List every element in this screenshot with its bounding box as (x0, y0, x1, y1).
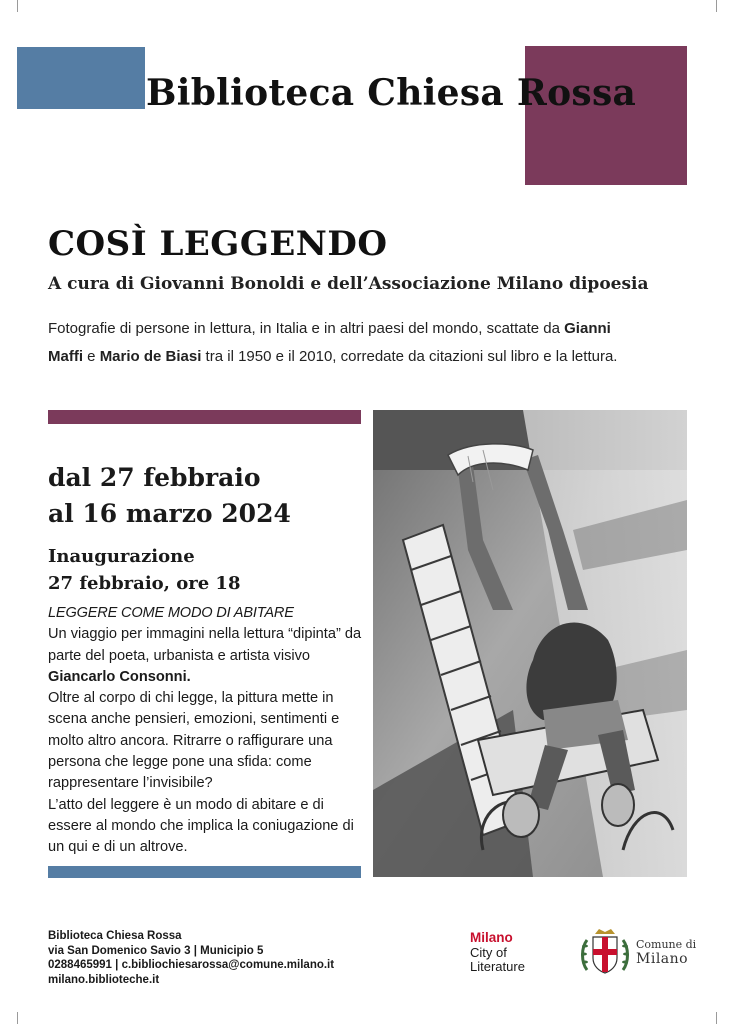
blue-divider-bar (48, 866, 361, 878)
inauguration (48, 543, 240, 597)
crop-mark-top-left (17, 0, 18, 12)
inauguration-label: Inaugurazione (48, 546, 195, 567)
description-paragraph-2: Oltre al corpo di chi legge, la pittura mette in scena anche pensieri, emozioni, sentimenti e molto altro ancora. Ritrarre o raffigurare una persona che legge pone una sfida: come rappresentare l’invisibile? (48, 690, 340, 792)
address-web: milano.biblioteche.it (48, 973, 160, 986)
man-reading-on-bench-photo (373, 410, 687, 877)
library-name (146, 72, 636, 114)
crop-mark-bottom-right (716, 1012, 717, 1024)
description-paragraph-1 (48, 624, 368, 688)
mcl-line-1: Milano (470, 930, 513, 945)
plum-divider-bar (48, 410, 361, 424)
event-title: COSÌ LEGGENDO (48, 224, 388, 264)
comune-di-milano-wordmark (636, 938, 696, 966)
intro-and: e (83, 348, 100, 365)
comune-di-milano-crest-icon (579, 926, 631, 978)
event-dates (48, 460, 291, 532)
blue-accent-block (17, 47, 145, 109)
event-intro (48, 315, 648, 371)
crop-mark-bottom-left (17, 1012, 18, 1024)
event-curator: A cura di Giovanni Bonoldi e dell’Associazione Milano dipoesia (48, 274, 649, 294)
plum-accent-block (525, 46, 687, 185)
address-contact: 0288465991 | c.bibliochiesarossa@comune.milano.it (48, 959, 335, 971)
photographer-2: Mario de Biasi (99, 348, 202, 365)
event-description (48, 603, 368, 859)
description-paragraph-3: L’atto del leggere è un modo di abitare e di essere al mondo che implica la coniugazione di un qui e di un altrove. (48, 796, 354, 856)
milano-city-of-literature-logo (470, 931, 525, 975)
photographer-1: Gianni Maffi (48, 320, 611, 365)
mcl-line-3: Literature (470, 959, 525, 974)
section-title: LEGGERE COME MODO DI ABITARE (48, 605, 294, 621)
inauguration-date: 27 febbraio, ore 18 (48, 573, 241, 594)
intro-text-2: tra il 1950 e il 2010, corredate da citazioni sul libro e la lettura. (201, 348, 618, 365)
crop-mark-top-right (716, 0, 717, 12)
comune-line-1: Comune di (636, 938, 697, 951)
date-line-1: dal 27 febbraio (48, 463, 261, 492)
description-text-1: Un viaggio per immagini nella lettura “dipinta” da parte del poeta, urbanista e artista visivo (48, 626, 362, 664)
intro-text-1: Fotografie di persone in lettura, in Italia e in altri paesi del mondo, scattate da (48, 320, 565, 337)
comune-line-2: Milano (636, 951, 689, 967)
address-name: Biblioteca Chiesa Rossa (48, 930, 182, 942)
address-street: via San Domenico Savio 3 | Municipio 5 (48, 944, 264, 957)
library-name-accent: Rossa (516, 72, 637, 114)
library-name-main: Biblioteca Chiesa (146, 72, 517, 114)
mcl-line-2: City of (470, 944, 507, 960)
library-address (48, 929, 334, 987)
artist-name: Giancarlo Consonni. (48, 668, 191, 685)
date-line-2: al 16 marzo 2024 (48, 499, 291, 528)
